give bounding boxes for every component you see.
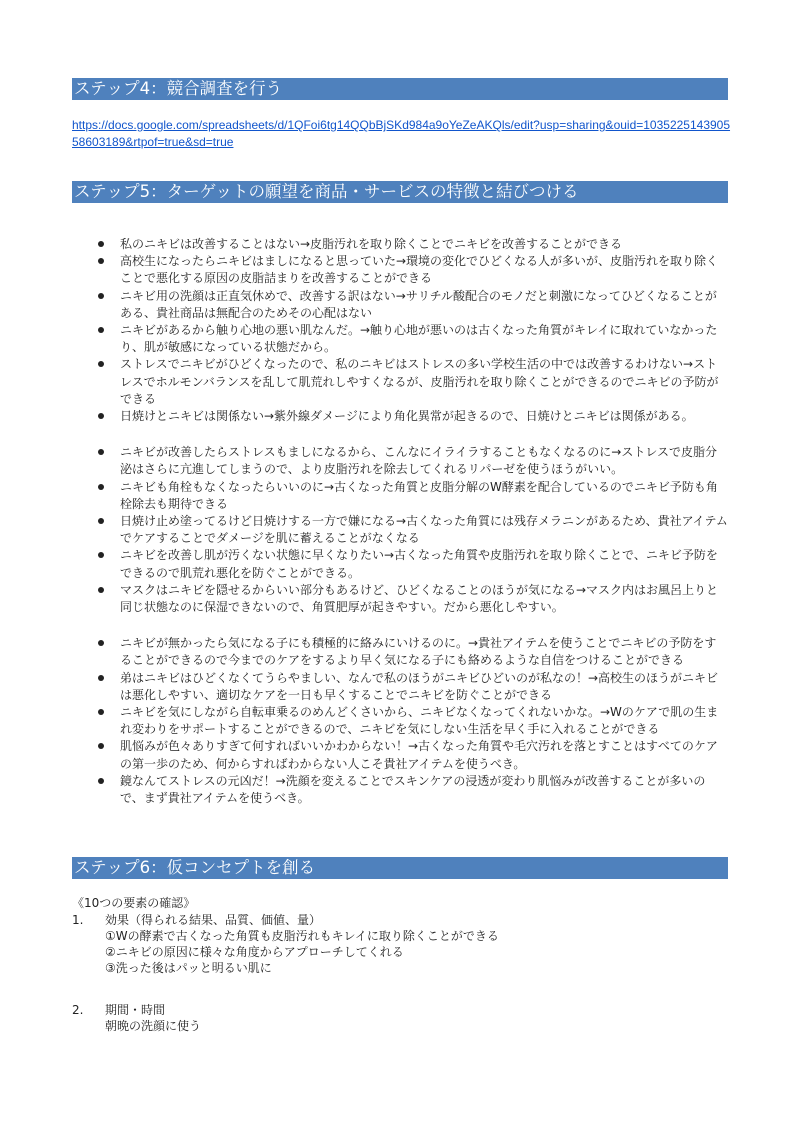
step5-heading: ステップ5：ターゲットの願望を商品・サービスの特徴と結びつける [72, 181, 728, 203]
step6-heading: ステップ6：仮コンセプトを創る [72, 857, 728, 879]
elements-intro: 《10つの要素の確認》 [72, 896, 196, 910]
bullet-icon [98, 293, 104, 299]
list-item: ニキビが改善したらストレスもましになるから、こんなにイライラすることもなくなるのに→ストレスで皮脂分泌はさらに亢進してしまうので、より皮脂汚れを除去してくれるリパーゼを使うほうがいい。 [72, 444, 728, 478]
bullet-icon [98, 413, 104, 419]
list-item: ニキビ用の洗顔は正直気休めで、改善する訳はない→サリチル酸配合のモノだと刺激になってひどくなることがある、貴社商品は無配合のためその心配はない [72, 288, 728, 322]
list-item: ニキビを改善し肌が汚くない状態に早くなりたい→古くなった角質や皮脂汚れを取り除くことで、ニキビ予防をできるので肌荒れ悪化を防ぐことができる。 [72, 547, 728, 581]
list-spacer [72, 425, 728, 444]
list-item: ニキビがあるから触り心地の悪い肌なんだ。→触り心地が悪いのは古くなった角質がキレイに取れていなかったり、肌が敏感になっている状態だから。 [72, 322, 728, 356]
list-item: 弟はニキビはひどくなくてうらやましい、なんで私のほうがニキビひどいのが私なの！→高校生のほうがニキビは悪化しやすい、適切なケアを一日も早くすることでニキビを防ぐことができる [72, 670, 728, 704]
list-item: ストレスでニキビがひどくなったので、私のニキビはストレスの多い学校生活の中では改善するわけない→ストレスでホルモンバランスを乱して肌荒れしやすくなるが、皮脂汚れを取り除くことができるのでニキビの予防ができる [72, 356, 728, 408]
bullet-icon [98, 327, 104, 333]
list-item: ニキビも角栓もなくなったらいいのに→古くなった角質と皮脂分解のW酵素を配合しているのでニキビ予防も角栓除去も期待できる [72, 479, 728, 513]
list-spacer [72, 616, 728, 635]
bullet-icon [98, 743, 104, 749]
item-sub-line: 朝晩の洗顔に使う [105, 1019, 202, 1033]
bullet-icon [98, 552, 104, 558]
item-number: 1. [72, 913, 84, 927]
list-item: 肌悩みが色々ありすぎて何すればいいかわからない！→古くなった角質や毛穴汚れを落とすことはすべてのケアの第一歩のため、何からすればわからない人こそ貴社アイテムを使うべき。 [72, 738, 728, 772]
bullet-icon [98, 258, 104, 264]
list-item: 高校生になったらニキビはましになると思っていた→環境の変化でひどくなる人が多いが、皮脂汚れを取り除くことで悪化する原因の皮脂詰まりを改善することができる [72, 253, 728, 287]
competitor-spreadsheet-link[interactable]: https://docs.google.com/spreadsheets/d/1QFoi6tg14QQbBjSKd984a9oYeZeAKQls/edit?usp=sharing&ouid=103522514390558603189&rtpof=true&sd=true [72, 118, 731, 149]
bullet-icon [98, 518, 104, 524]
desire-feature-list [72, 236, 728, 807]
item-title: 効果（得られる結果、品質、価値、量） [105, 913, 322, 927]
item-number: 2. [72, 1003, 84, 1017]
bullet-icon [98, 640, 104, 646]
list-item: 鏡なんてストレスの元凶だ！→洗顔を変えることでスキンケアの浸透が変わり肌悩みが改善することが多いので、まず貴社アイテムを使うべき。 [72, 773, 728, 807]
step4-heading: ステップ4：競合調査を行う [72, 78, 728, 100]
bullet-icon [98, 709, 104, 715]
list-item: ニキビを気にしながら自転車乗るのめんどくさいから、ニキビなくなってくれないかな。→Wのケアで肌の生まれ変わりをサポートすることができるので、ニキビを気にしない生活を早く手に入れることができる [72, 704, 728, 738]
item-sub-line: ③洗った後はパッと明るい肌に [105, 961, 272, 975]
item-sub-line: ②ニキビの原因に様々な角度からアプローチしてくれる [105, 945, 404, 959]
list-item: マスクはニキビを隠せるからいい部分もあるけど、ひどくなることのほうが気になる→マスク内はお風呂上りと同じ状態なのに保湿できないので、角質肥厚が起きやすい。だから悪化しやすい。 [72, 582, 728, 616]
item-sub-line: ①Wの酵素で古くなった角質も皮脂汚れもキレイに取り除くことができる [105, 929, 499, 943]
bullet-icon [98, 675, 104, 681]
item-title: 期間・時間 [105, 1003, 166, 1017]
bullet-icon [98, 361, 104, 367]
list-item: 日焼けとニキビは関係ない→紫外線ダメージにより角化異常が起きるので、日焼けとニキビは関係がある。 [72, 408, 728, 425]
bullet-icon [98, 587, 104, 593]
bullet-icon [98, 241, 104, 247]
bullet-icon [98, 778, 104, 784]
list-item: 日焼け止め塗ってるけど日焼けする一方で嫌になる→古くなった角質には残存メラニンがあるため、貴社アイテムでケアすることでダメージを肌に蓄えることがなくなる [72, 513, 728, 547]
list-item: ニキビが無かったら気になる子にも積極的に絡みにいけるのに。→貴社アイテムを使うことでニキビの予防をすることができるので今までのケアをするより早く気になる子にも絡めるような自信をつけることができる [72, 635, 728, 669]
bullet-icon [98, 449, 104, 455]
list-item: 私のニキビは改善することはない→皮脂汚れを取り除くことでニキビを改善することができる [72, 236, 728, 253]
bullet-icon [98, 484, 104, 490]
